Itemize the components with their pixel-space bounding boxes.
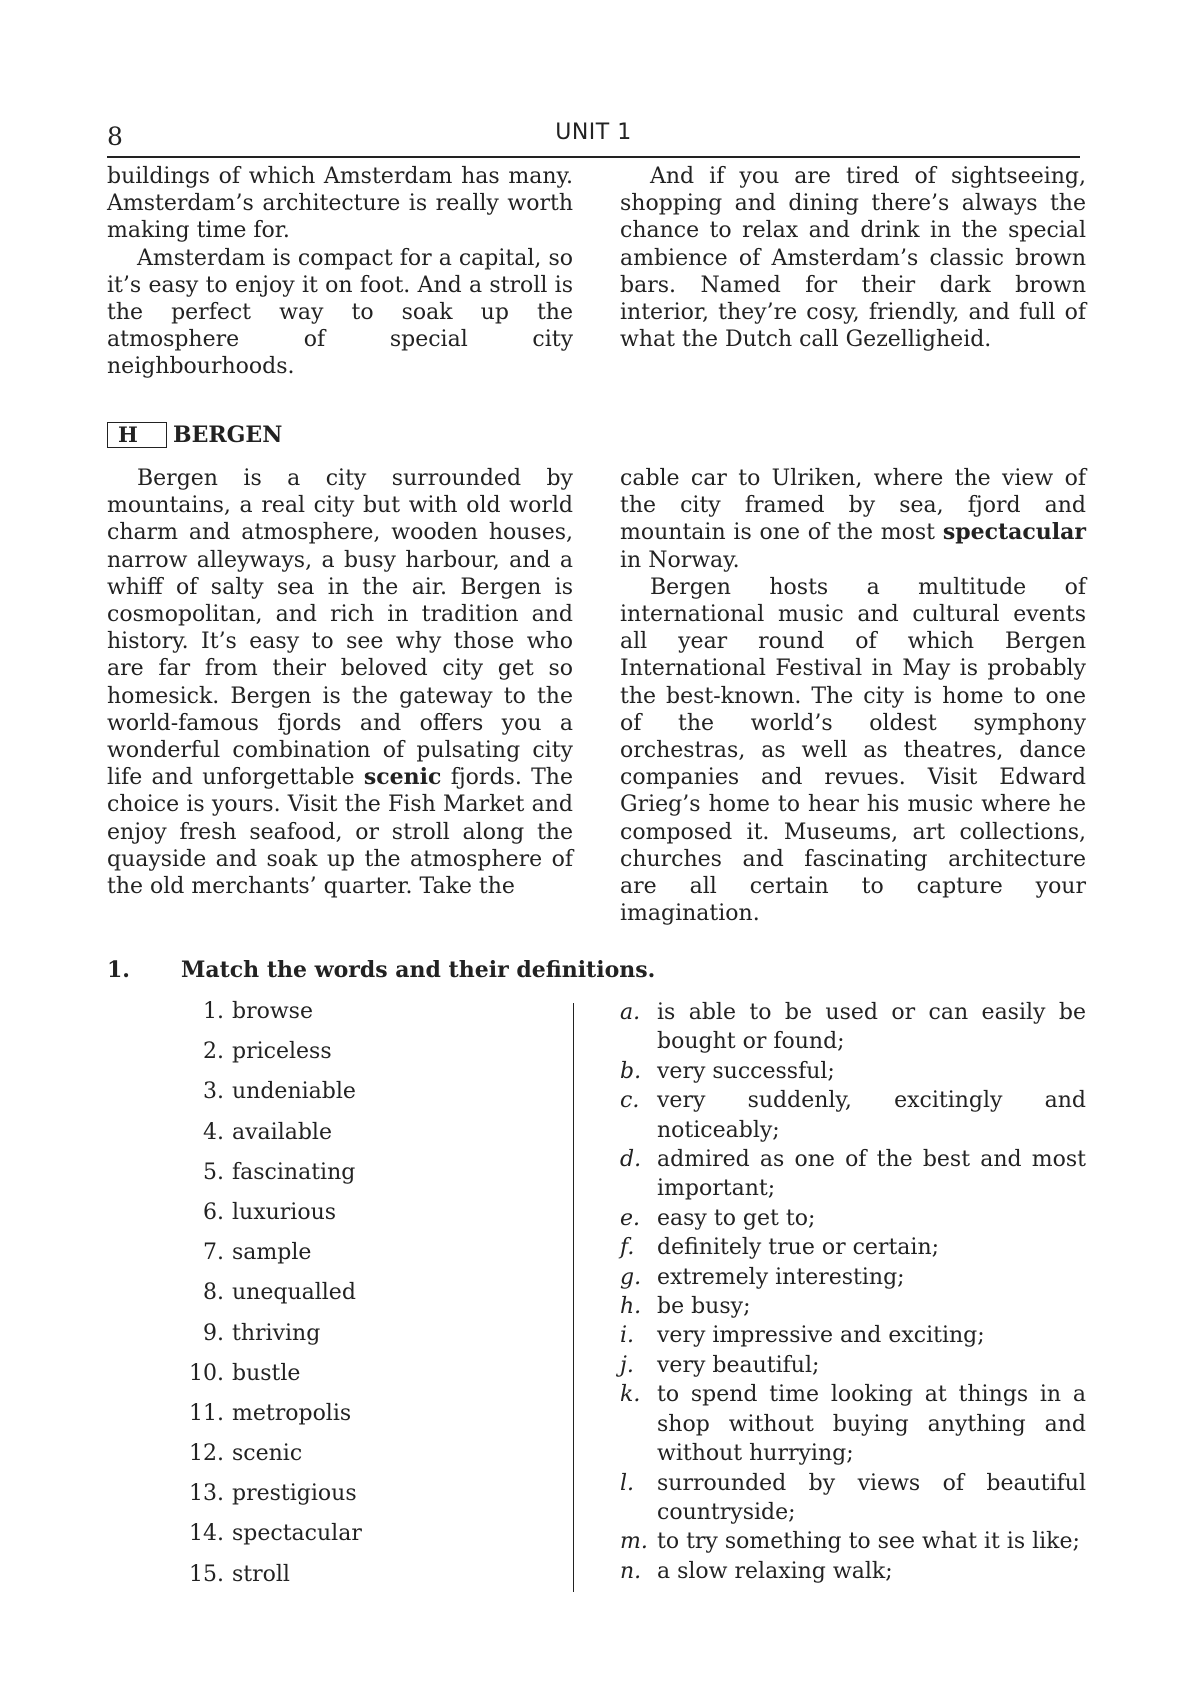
definition-item (620, 998, 1086, 1057)
paragraph: cable car to Ulriken, where the view of the city framed by sea, fjord and mountain is one of the most spectacular in Norway. (620, 466, 1086, 573)
definition-letter: n. (620, 1558, 642, 1584)
word-text: sample (232, 1240, 312, 1266)
word-text: available (232, 1119, 332, 1145)
section-letter-box: H (107, 422, 167, 448)
word-number: 12. (189, 1441, 224, 1467)
word-item (170, 999, 362, 1039)
word-number: 7. (203, 1240, 224, 1266)
word-item (170, 1039, 362, 1079)
word-text: metropolis (232, 1400, 352, 1426)
definition-text: very impressive and exciting; (657, 1323, 985, 1349)
definition-text: is able to be used or can easily be bought or found; (657, 1000, 1086, 1055)
definition-item (620, 1380, 1086, 1468)
paragraph: Bergen hosts a multitude of international music and cultural events all year round of which Bergen International Festival in May is probably the best-known. The city is home to one of the world’s oldest symphony orchestras, as well as theatres, dance companies and revues. Visit Edward Grieg’s home to hear his music where he composed it. Museums, art collections, churches and fascinating architecture are all certain to capture your imagination. (620, 574, 1086, 927)
word-text: spectacular (232, 1521, 362, 1547)
word-item (170, 1521, 362, 1561)
definition-item (620, 1351, 1086, 1380)
definition-letter: m. (620, 1529, 648, 1555)
word-text: unequalled (232, 1280, 356, 1306)
word-number: 2. (203, 1039, 224, 1065)
definition-item (620, 1233, 1086, 1262)
word-item (170, 1120, 362, 1160)
definition-letter: b. (620, 1058, 642, 1084)
word-item (170, 1441, 362, 1481)
page-number: 8 (107, 122, 123, 151)
definition-list (620, 998, 1086, 1586)
definition-letter: c. (620, 1088, 640, 1114)
definition-text: easy to get to; (657, 1205, 816, 1231)
word-number: 8. (203, 1280, 224, 1306)
word-item (170, 1280, 362, 1320)
bergen-left-column (107, 465, 573, 900)
word-number: 9. (203, 1320, 224, 1346)
definition-letter: e. (620, 1205, 641, 1231)
definition-letter: k. (620, 1382, 641, 1408)
word-number: 4. (203, 1119, 224, 1145)
word-number: 14. (189, 1521, 224, 1547)
word-item (170, 1321, 362, 1361)
word-number: 1. (203, 999, 224, 1024)
word-number: 11. (189, 1400, 224, 1426)
word-text: luxurious (232, 1199, 337, 1225)
word-item (170, 1240, 362, 1280)
column-divider (573, 1003, 574, 1592)
definition-item (620, 1292, 1086, 1321)
word-item (170, 1481, 362, 1521)
paragraph: Bergen is a city surrounded by mountains, a real city but with old world charm and atmosphere, wooden houses, narrow alleyways, a busy harbour, and a whiff of salty sea in the air. Bergen is cosmopolitan, and rich in tradition and history. It’s easy to see why those who are far from their beloved city get so homesick. Bergen is the gateway to the world-famous fjords and offers you a wonderful combination of pulsating city life and unforgettable scenic fjords. The choice is yours. Visit the Fish Market and enjoy fresh seafood, or stroll along the quayside and soak up the atmosphere of the old merchants’ quarter. Take the (107, 466, 573, 900)
exercise-instruction: Match the words and their definitions. (181, 957, 656, 983)
word-item (170, 1079, 362, 1119)
keyword: scenic (363, 764, 442, 791)
word-number: 6. (203, 1199, 224, 1225)
word-number: 10. (189, 1360, 224, 1386)
definition-text: a slow relaxing walk; (657, 1558, 893, 1584)
section-heading (107, 420, 282, 450)
paragraph: buildings of which Amsterdam has many. Amsterdam’s architecture is really worth making time for. (107, 164, 573, 244)
definition-letter: i. (620, 1323, 635, 1349)
definition-text: to try something to see what it is like; (657, 1529, 1080, 1555)
definition-text: very beautiful; (657, 1352, 820, 1378)
exercise-heading (107, 957, 655, 983)
word-item (170, 1200, 362, 1240)
definition-text: to spend time looking at things in a shop without buying anything and without hurrying; (657, 1382, 1086, 1467)
word-item (170, 1160, 362, 1200)
definition-item (620, 1204, 1086, 1233)
definition-item (620, 1469, 1086, 1528)
word-number: 5. (203, 1159, 224, 1185)
exercise-number: 1. (107, 957, 130, 983)
word-text: prestigious (232, 1481, 357, 1507)
definition-letter: g. (620, 1264, 642, 1290)
unit-title: UNIT 1 (555, 120, 632, 145)
keyword: spectacular (942, 519, 1086, 546)
word-text: scenic (232, 1441, 303, 1467)
word-text: bustle (232, 1360, 301, 1386)
word-number: 3. (203, 1079, 224, 1105)
word-number: 15. (189, 1561, 224, 1587)
intro-left-column (107, 163, 573, 381)
page-header (107, 118, 1080, 158)
word-text: stroll (232, 1561, 290, 1587)
word-text: browse (232, 999, 313, 1024)
definition-text: very suddenly, excitingly and noticeably; (657, 1088, 1086, 1143)
definition-text: surrounded by views of beautiful countryside; (657, 1470, 1086, 1525)
word-list (170, 999, 362, 1602)
definition-letter: l. (620, 1470, 635, 1496)
word-text: undeniable (232, 1079, 356, 1105)
definition-letter: j. (620, 1352, 634, 1378)
word-text: fascinating (232, 1159, 356, 1185)
section-title: BERGEN (173, 422, 283, 448)
definition-letter: f. (620, 1235, 635, 1261)
definition-text: very successful; (657, 1058, 835, 1084)
intro-right-column (620, 163, 1086, 353)
definition-item (620, 1086, 1086, 1145)
word-item (170, 1361, 362, 1401)
definition-letter: d. (620, 1147, 642, 1173)
definition-item (620, 1263, 1086, 1292)
word-text: thriving (232, 1320, 321, 1346)
definition-text: be busy; (657, 1294, 751, 1320)
definition-letter: h. (620, 1294, 642, 1320)
definition-text: extremely interesting; (657, 1264, 905, 1290)
definition-text: definitely true or certain; (657, 1235, 940, 1261)
word-number: 13. (189, 1481, 224, 1507)
paragraph: Amsterdam is compact for a capital, so it’s easy to enjoy it on foot. And a stroll is the perfect way to soak up the atmosphere of special city neighbourhoods. (107, 245, 573, 380)
word-text: priceless (232, 1039, 332, 1065)
definition-item (620, 1527, 1086, 1556)
definition-item (620, 1321, 1086, 1350)
word-item (170, 1562, 362, 1602)
definition-item (620, 1057, 1086, 1086)
definition-item (620, 1145, 1086, 1204)
definition-letter: a. (620, 1000, 641, 1025)
word-item (170, 1401, 362, 1441)
bergen-right-column (620, 465, 1086, 927)
paragraph: And if you are tired of sightseeing, shopping and dining there’s always the chance to relax and drink in the special ambience of Amsterdam’s classic brown bars. Named for their dark brown interior, they’re cosy, friendly, and full of what the Dutch call Gezelligheid. (620, 164, 1086, 353)
definition-text: admired as one of the best and most important; (657, 1147, 1086, 1202)
definition-item (620, 1557, 1086, 1586)
